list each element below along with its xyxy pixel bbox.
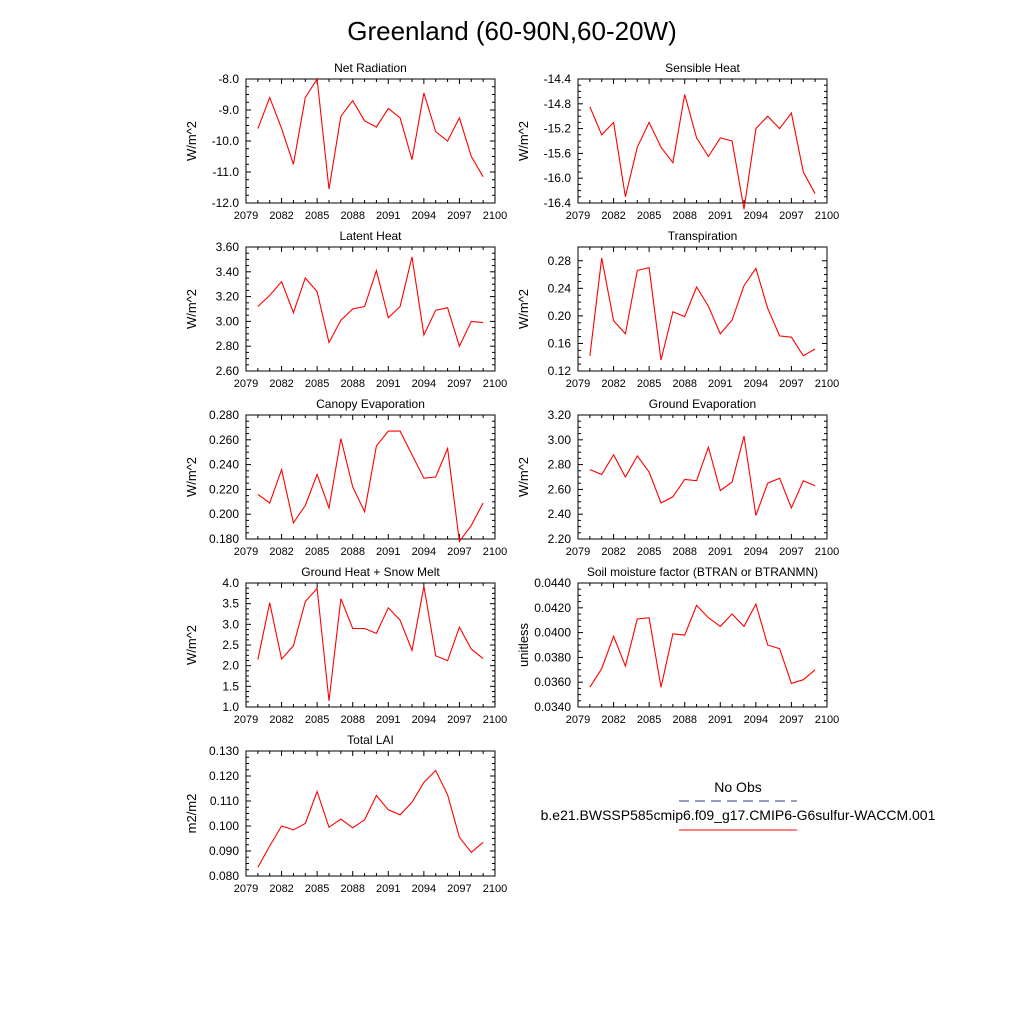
panel-ground-heat-snow-melt-title: Ground Heat + Snow Melt: [301, 565, 440, 579]
panels: [184, 61, 839, 895]
y-tick-label: 2.40: [547, 507, 571, 522]
panel-soil-moisture-factor-btran-or-btranmn-ylabel: unitless: [516, 622, 531, 668]
x-tick-label: 2091: [376, 378, 401, 390]
panel-ground-heat-snow-melt-ylabel: W/m^2: [184, 624, 199, 666]
panel-total-lai: [184, 733, 507, 895]
panel-sensible-heat-title: Sensible Heat: [665, 61, 740, 75]
panel-total-lai-ylabel: m2/m2: [184, 793, 199, 834]
y-tick-label: -11.0: [212, 165, 239, 179]
y-tick-label: 2.80: [547, 457, 571, 472]
x-tick-label: 2100: [814, 378, 840, 390]
x-tick-label: 2100: [482, 210, 508, 222]
x-tick-label: 2097: [447, 546, 472, 558]
legend-label-no-obs: No Obs: [714, 779, 762, 795]
x-tick-label: 2094: [743, 546, 769, 558]
x-tick-label: 2097: [447, 714, 472, 726]
panel-canopy-evaporation-ylabel: W/m^2: [184, 456, 199, 498]
x-tick-label: 2091: [376, 210, 401, 222]
x-tick-label: 2082: [269, 546, 294, 558]
y-tick-label: 0.240: [208, 457, 239, 472]
panel-sensible-heat-series-line: [590, 95, 815, 210]
panel-net-radiation-title: Net Radiation: [334, 61, 407, 75]
x-tick-label: 2088: [340, 883, 365, 895]
y-tick-label: 0.28: [547, 253, 571, 268]
y-tick-label: 0.260: [208, 432, 239, 447]
x-tick-label: 2088: [672, 546, 697, 558]
y-tick-label: 0.280: [208, 408, 239, 422]
panel-ground-heat-snow-melt-frame: [246, 583, 495, 707]
y-tick-label: 0.0360: [534, 675, 571, 690]
x-tick-label: 2079: [565, 546, 591, 558]
panel-sensible-heat-ylabel: W/m^2: [516, 120, 531, 162]
panel-latent-heat-title: Latent Heat: [339, 229, 402, 243]
y-tick-label: 3.60: [215, 240, 239, 254]
x-tick-label: 2082: [601, 714, 626, 726]
y-tick-label: -14.8: [543, 96, 571, 111]
x-tick-label: 2097: [779, 546, 804, 558]
panel-net-radiation: [184, 61, 507, 222]
panel-ground-evaporation-ylabel: W/m^2: [516, 456, 531, 498]
x-tick-label: 2088: [340, 546, 365, 558]
x-tick-label: 2100: [482, 714, 508, 726]
panel-transpiration-frame: [578, 247, 827, 371]
x-tick-label: 2079: [233, 883, 259, 895]
panel-canopy-evaporation: [184, 397, 507, 558]
x-tick-label: 2094: [411, 210, 437, 222]
y-tick-label: 3.00: [215, 314, 239, 329]
panel-ground-evaporation-frame: [578, 415, 827, 539]
x-tick-label: 2091: [708, 210, 733, 222]
figure-title: Greenland (60-90N,60-20W): [347, 16, 677, 46]
panel-soil-moisture-factor-btran-or-btranmn-title: Soil moisture factor (BTRAN or BTRANMN): [586, 565, 819, 579]
panel-transpiration-series-line: [590, 258, 815, 360]
legend-label-model-run: b.e21.BWSSP585cmip6.f09_g17.CMIP6-G6sulfur-WACCM.001: [540, 807, 936, 823]
x-tick-label: 2079: [233, 546, 259, 558]
x-tick-label: 2082: [269, 714, 294, 726]
x-tick-label: 2097: [447, 210, 472, 222]
y-tick-label: 2.60: [547, 482, 571, 497]
panel-ground-heat-snow-melt: [184, 565, 507, 726]
x-tick-label: 2085: [636, 378, 662, 390]
x-tick-label: 2082: [601, 210, 626, 222]
x-tick-label: 2085: [304, 546, 330, 558]
y-tick-label: 0.120: [208, 769, 239, 783]
x-tick-label: 2082: [269, 378, 294, 390]
y-tick-label: 2.80: [215, 339, 239, 354]
x-tick-label: 2082: [269, 210, 294, 222]
y-tick-label: 2.20: [547, 532, 571, 546]
x-tick-label: 2100: [482, 546, 508, 558]
x-tick-label: 2079: [565, 210, 591, 222]
x-tick-label: 2094: [743, 210, 769, 222]
x-tick-label: 2088: [340, 210, 365, 222]
panel-total-lai-title: Total LAI: [347, 733, 394, 747]
x-tick-label: 2085: [304, 883, 330, 895]
x-tick-label: 2085: [304, 378, 330, 390]
x-tick-label: 2088: [672, 210, 697, 222]
panel-ground-evaporation-title: Ground Evaporation: [648, 397, 757, 411]
x-tick-label: 2094: [411, 714, 437, 726]
y-tick-label: 0.100: [208, 819, 239, 833]
x-tick-label: 2094: [743, 714, 769, 726]
y-tick-label: 0.200: [208, 507, 239, 522]
y-tick-label: 2.5: [222, 638, 239, 652]
y-tick-label: 0.20: [547, 308, 571, 323]
panel-canopy-evaporation-title: Canopy Evaporation: [316, 397, 425, 411]
x-tick-label: 2094: [411, 883, 437, 895]
y-tick-label: 3.40: [215, 264, 239, 279]
y-tick-label: 3.0: [222, 617, 239, 632]
x-tick-label: 2091: [376, 883, 401, 895]
panel-ground-evaporation: [516, 397, 839, 558]
panel-ground-evaporation-series-line: [590, 436, 815, 515]
x-tick-label: 2085: [636, 210, 662, 222]
panel-net-radiation-ylabel: W/m^2: [184, 120, 199, 162]
x-tick-label: 2094: [411, 378, 437, 390]
y-tick-label: 3.20: [547, 408, 571, 422]
y-tick-label: -9.0: [218, 103, 239, 117]
x-tick-label: 2085: [304, 210, 330, 222]
y-tick-label: 3.00: [547, 432, 571, 447]
panel-latent-heat-frame: [246, 247, 495, 371]
y-tick-label: 0.0380: [534, 650, 571, 665]
y-tick-label: 1.0: [222, 700, 239, 714]
y-tick-label: 0.130: [208, 744, 239, 758]
panel-latent-heat-ylabel: W/m^2: [184, 288, 199, 330]
y-tick-label: -16.4: [543, 196, 571, 210]
x-tick-label: 2091: [708, 714, 733, 726]
x-tick-label: 2100: [814, 546, 840, 558]
x-tick-label: 2079: [565, 378, 591, 390]
panel-canopy-evaporation-series-line: [258, 431, 483, 541]
x-tick-label: 2091: [708, 546, 733, 558]
x-tick-label: 2079: [565, 714, 591, 726]
y-tick-label: 0.12: [547, 364, 571, 378]
panel-sensible-heat: [516, 61, 839, 222]
y-tick-label: 3.20: [215, 289, 239, 304]
y-tick-label: 0.090: [208, 844, 239, 858]
x-tick-label: 2082: [269, 883, 294, 895]
y-tick-label: 0.0440: [534, 576, 571, 590]
panel-net-radiation-series-line: [258, 79, 483, 189]
y-tick-label: 0.0420: [534, 600, 571, 615]
x-tick-label: 2100: [482, 378, 508, 390]
panel-total-lai-frame: [246, 751, 495, 876]
x-tick-label: 2100: [814, 714, 840, 726]
legend: [541, 779, 936, 830]
panel-transpiration-title: Transpiration: [667, 229, 738, 243]
x-tick-label: 2088: [672, 378, 697, 390]
x-tick-label: 2097: [447, 378, 472, 390]
x-tick-label: 2082: [601, 378, 626, 390]
y-tick-label: 2.60: [215, 364, 239, 378]
x-tick-label: 2079: [233, 714, 259, 726]
y-tick-label: -15.6: [543, 146, 571, 161]
panel-latent-heat-series-line: [258, 257, 483, 346]
panel-transpiration-ylabel: W/m^2: [516, 288, 531, 330]
x-tick-label: 2097: [779, 210, 804, 222]
y-tick-label: 0.220: [208, 482, 239, 497]
panel-ground-heat-snow-melt-series-line: [258, 586, 483, 701]
x-tick-label: 2085: [304, 714, 330, 726]
x-tick-label: 2100: [482, 883, 508, 895]
x-tick-label: 2094: [411, 546, 437, 558]
y-tick-label: 3.5: [222, 596, 239, 611]
x-tick-label: 2085: [636, 714, 662, 726]
x-tick-label: 2097: [779, 714, 804, 726]
x-tick-label: 2097: [779, 378, 804, 390]
x-tick-label: 2091: [376, 714, 401, 726]
panel-soil-moisture-factor-btran-or-btranmn: [516, 565, 839, 726]
y-tick-label: 0.0400: [534, 625, 571, 640]
panel-soil-moisture-factor-btran-or-btranmn-series-line: [590, 604, 815, 687]
y-tick-label: 0.180: [208, 532, 239, 546]
x-tick-label: 2085: [636, 546, 662, 558]
x-tick-label: 2091: [376, 546, 401, 558]
panel-total-lai-series-line: [258, 771, 483, 868]
y-tick-label: -16.0: [543, 171, 571, 186]
panel-net-radiation-frame: [246, 79, 495, 203]
panel-sensible-heat-frame: [578, 79, 827, 203]
x-tick-label: 2088: [340, 378, 365, 390]
y-tick-label: 0.110: [209, 794, 239, 808]
y-tick-label: -14.4: [543, 72, 571, 86]
x-tick-label: 2097: [447, 883, 472, 895]
y-tick-label: 1.5: [222, 679, 239, 694]
panel-latent-heat: [184, 229, 507, 390]
panel-soil-moisture-factor-btran-or-btranmn-frame: [578, 583, 827, 707]
y-tick-label: -10.0: [211, 134, 239, 148]
x-tick-label: 2100: [814, 210, 840, 222]
y-tick-label: 0.0340: [534, 700, 571, 714]
y-tick-label: -8.0: [218, 72, 239, 86]
y-tick-label: 0.24: [547, 281, 571, 296]
x-tick-label: 2079: [233, 210, 259, 222]
x-tick-label: 2088: [340, 714, 365, 726]
y-tick-label: 2.0: [222, 658, 239, 673]
x-tick-label: 2082: [601, 546, 626, 558]
y-tick-label: -15.2: [543, 121, 571, 136]
panel-transpiration: [516, 229, 839, 390]
y-tick-label: 0.080: [208, 869, 239, 883]
y-tick-label: -12.0: [211, 196, 239, 210]
x-tick-label: 2079: [233, 378, 259, 390]
y-tick-label: 0.16: [547, 336, 571, 351]
x-tick-label: 2094: [743, 378, 769, 390]
x-tick-label: 2088: [672, 714, 697, 726]
x-tick-label: 2091: [708, 378, 733, 390]
y-tick-label: 4.0: [222, 576, 239, 590]
